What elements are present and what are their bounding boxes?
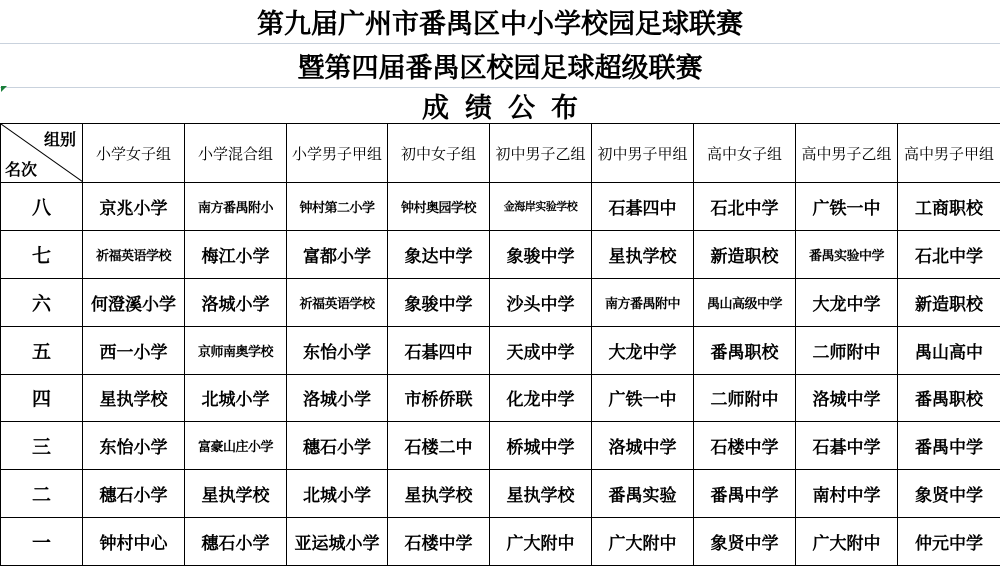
- school-cell: 大龙中学: [592, 326, 694, 374]
- school-cell: 石碁中学: [796, 422, 898, 470]
- school-cell: 新造职校: [898, 278, 1000, 326]
- school-cell: 广铁一中: [796, 183, 898, 231]
- school-cell: 石北中学: [898, 230, 1000, 278]
- school-cell: 象贤中学: [898, 470, 1000, 518]
- school-cell: 北城小学: [185, 374, 287, 422]
- school-cell: 禺山高中: [898, 326, 1000, 374]
- school-cell: 京师南奥学校: [185, 326, 287, 374]
- school-cell: 洛城中学: [592, 422, 694, 470]
- school-cell: 象贤中学: [694, 518, 796, 566]
- table-row: [1, 183, 1000, 231]
- school-cell: 西一小学: [83, 326, 185, 374]
- rank-cell: 八: [1, 183, 83, 231]
- column-header: 小学女子组: [83, 124, 185, 183]
- table-row: [1, 422, 1000, 470]
- school-cell: 石楼中学: [694, 422, 796, 470]
- table-row: [1, 470, 1000, 518]
- school-cell: 洛城中学: [796, 374, 898, 422]
- school-cell: 石碁四中: [592, 183, 694, 231]
- column-header: 小学混合组: [185, 124, 287, 183]
- school-cell: 禺山高级中学: [694, 278, 796, 326]
- rank-cell: 五: [1, 326, 83, 374]
- school-cell: 星执学校: [490, 470, 592, 518]
- school-cell: 广大附中: [592, 518, 694, 566]
- school-cell: 桥城中学: [490, 422, 592, 470]
- school-cell: 番禺实验: [592, 470, 694, 518]
- school-cell: 南村中学: [796, 470, 898, 518]
- school-cell: 钟村第二小学: [287, 183, 388, 231]
- school-cell: 新造职校: [694, 230, 796, 278]
- school-cell: 石楼二中: [388, 422, 490, 470]
- column-header: 小学男子甲组: [287, 124, 388, 183]
- rank-cell: 一: [1, 518, 83, 566]
- school-cell: 穗石小学: [83, 470, 185, 518]
- corner-label-group: 组别: [43, 130, 76, 149]
- column-header: 初中女子组: [388, 124, 490, 183]
- title-line-3: 成绩公布: [422, 93, 594, 124]
- school-cell: 穗石小学: [185, 518, 287, 566]
- school-cell: 石北中学: [694, 183, 796, 231]
- school-cell: 番禺职校: [694, 326, 796, 374]
- school-cell: 梅江小学: [185, 230, 287, 278]
- school-cell: 星执学校: [592, 230, 694, 278]
- school-cell: 东怡小学: [83, 422, 185, 470]
- school-cell: 广铁一中: [592, 374, 694, 422]
- school-cell: 南方番禺附小: [185, 183, 287, 231]
- column-header: 初中男子乙组: [490, 124, 592, 183]
- title-line-1: 第九届广州市番禺区中小学校园足球联赛: [0, 0, 1000, 44]
- school-cell: 番禺中学: [694, 470, 796, 518]
- table-row: [1, 278, 1000, 326]
- school-cell: 石楼中学: [388, 518, 490, 566]
- school-cell: 沙头中学: [490, 278, 592, 326]
- school-cell: 番禺中学: [898, 422, 1000, 470]
- school-cell: 星执学校: [388, 470, 490, 518]
- school-cell: 仲元中学: [898, 518, 1000, 566]
- column-header: 高中女子组: [694, 124, 796, 183]
- school-cell: 二师附中: [694, 374, 796, 422]
- school-cell: 富都小学: [287, 230, 388, 278]
- school-cell: 大龙中学: [796, 278, 898, 326]
- school-cell: 钟村中心: [83, 518, 185, 566]
- school-cell: 穗石小学: [287, 422, 388, 470]
- table-row: [1, 230, 1000, 278]
- school-cell: 石碁四中: [388, 326, 490, 374]
- school-cell: 祈福英语学校: [83, 230, 185, 278]
- corner-header-cell: [1, 124, 83, 183]
- school-cell: 富豪山庄小学: [185, 422, 287, 470]
- school-cell: 洛城小学: [287, 374, 388, 422]
- school-cell: 工商职校: [898, 183, 1000, 231]
- school-cell: 东怡小学: [287, 326, 388, 374]
- school-cell: 亚运城小学: [287, 518, 388, 566]
- rank-cell: 二: [1, 470, 83, 518]
- school-cell: 金海岸实验学校: [490, 183, 592, 231]
- school-cell: 象骏中学: [388, 278, 490, 326]
- cell-comment-marker: [1, 86, 7, 92]
- table-row: [1, 374, 1000, 422]
- school-cell: 市桥侨联: [388, 374, 490, 422]
- rank-cell: 七: [1, 230, 83, 278]
- school-cell: 钟村奥园学校: [388, 183, 490, 231]
- school-cell: 天成中学: [490, 326, 592, 374]
- school-cell: 象达中学: [388, 230, 490, 278]
- school-cell: 祈福英语学校: [287, 278, 388, 326]
- corner-label-rank: 名次: [5, 160, 38, 179]
- school-cell: 广大附中: [796, 518, 898, 566]
- school-cell: 二师附中: [796, 326, 898, 374]
- school-cell: 星执学校: [83, 374, 185, 422]
- school-cell: 洛城小学: [185, 278, 287, 326]
- school-cell: 番禺实验中学: [796, 230, 898, 278]
- school-cell: 番禺职校: [898, 374, 1000, 422]
- school-cell: 南方番禺附中: [592, 278, 694, 326]
- school-cell: 何澄溪小学: [83, 278, 185, 326]
- rank-cell: 三: [1, 422, 83, 470]
- school-cell: 京兆小学: [83, 183, 185, 231]
- title-line-2: 暨第四届番禺区校园足球超级联赛: [0, 44, 1000, 88]
- school-cell: 化龙中学: [490, 374, 592, 422]
- school-cell: 北城小学: [287, 470, 388, 518]
- school-cell: 广大附中: [490, 518, 592, 566]
- table-row: [1, 518, 1000, 566]
- rank-cell: 六: [1, 278, 83, 326]
- column-header: 高中男子乙组: [796, 124, 898, 183]
- results-table: [0, 123, 1000, 566]
- rank-cell: 四: [1, 374, 83, 422]
- table-row: [1, 326, 1000, 374]
- column-header: 初中男子甲组: [592, 124, 694, 183]
- header-row: [1, 124, 1000, 183]
- column-header: 高中男子甲组: [898, 124, 1000, 183]
- school-cell: 星执学校: [185, 470, 287, 518]
- school-cell: 象骏中学: [490, 230, 592, 278]
